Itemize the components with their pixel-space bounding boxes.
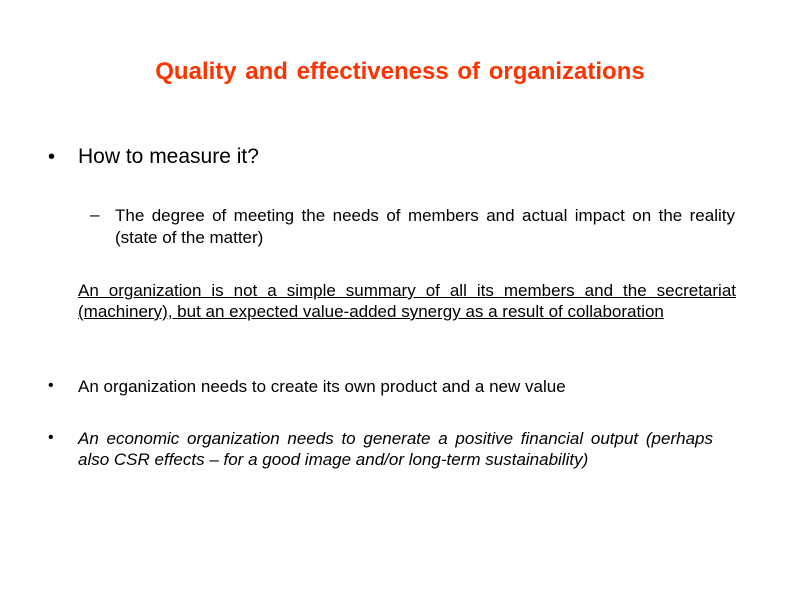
- sub-bullet-text: The degree of meeting the needs of members and actual impact on the reality (state of the matter): [115, 206, 735, 247]
- dash-icon: –: [90, 205, 100, 224]
- bullet-dot-icon: •: [48, 429, 54, 446]
- bullet-how-to-measure: [48, 143, 748, 173]
- bullet-text: An economic organization needs to generate a positive financial output (perhaps also CSR effects – for a good image and/or long-term sustainability): [78, 429, 713, 469]
- bullet-dot-icon: •: [48, 146, 56, 168]
- paragraph-text: An organization is not a simple summary of all its members and the secretariat (machinery), but an expected value-added synergy as a result of collaboration: [78, 281, 736, 321]
- bullet-economic-organization: [48, 428, 748, 498]
- slide-title: Quality and effectiveness of organizations: [155, 58, 645, 85]
- sub-bullet-degree: [90, 205, 750, 253]
- bullet-dot-icon: •: [48, 377, 54, 394]
- bullet-text: An organization needs to create its own product and a new value: [78, 377, 566, 396]
- bullet-text: How to measure it?: [78, 145, 259, 168]
- bullet-create-product: [48, 376, 748, 402]
- underlined-paragraph: [78, 280, 738, 348]
